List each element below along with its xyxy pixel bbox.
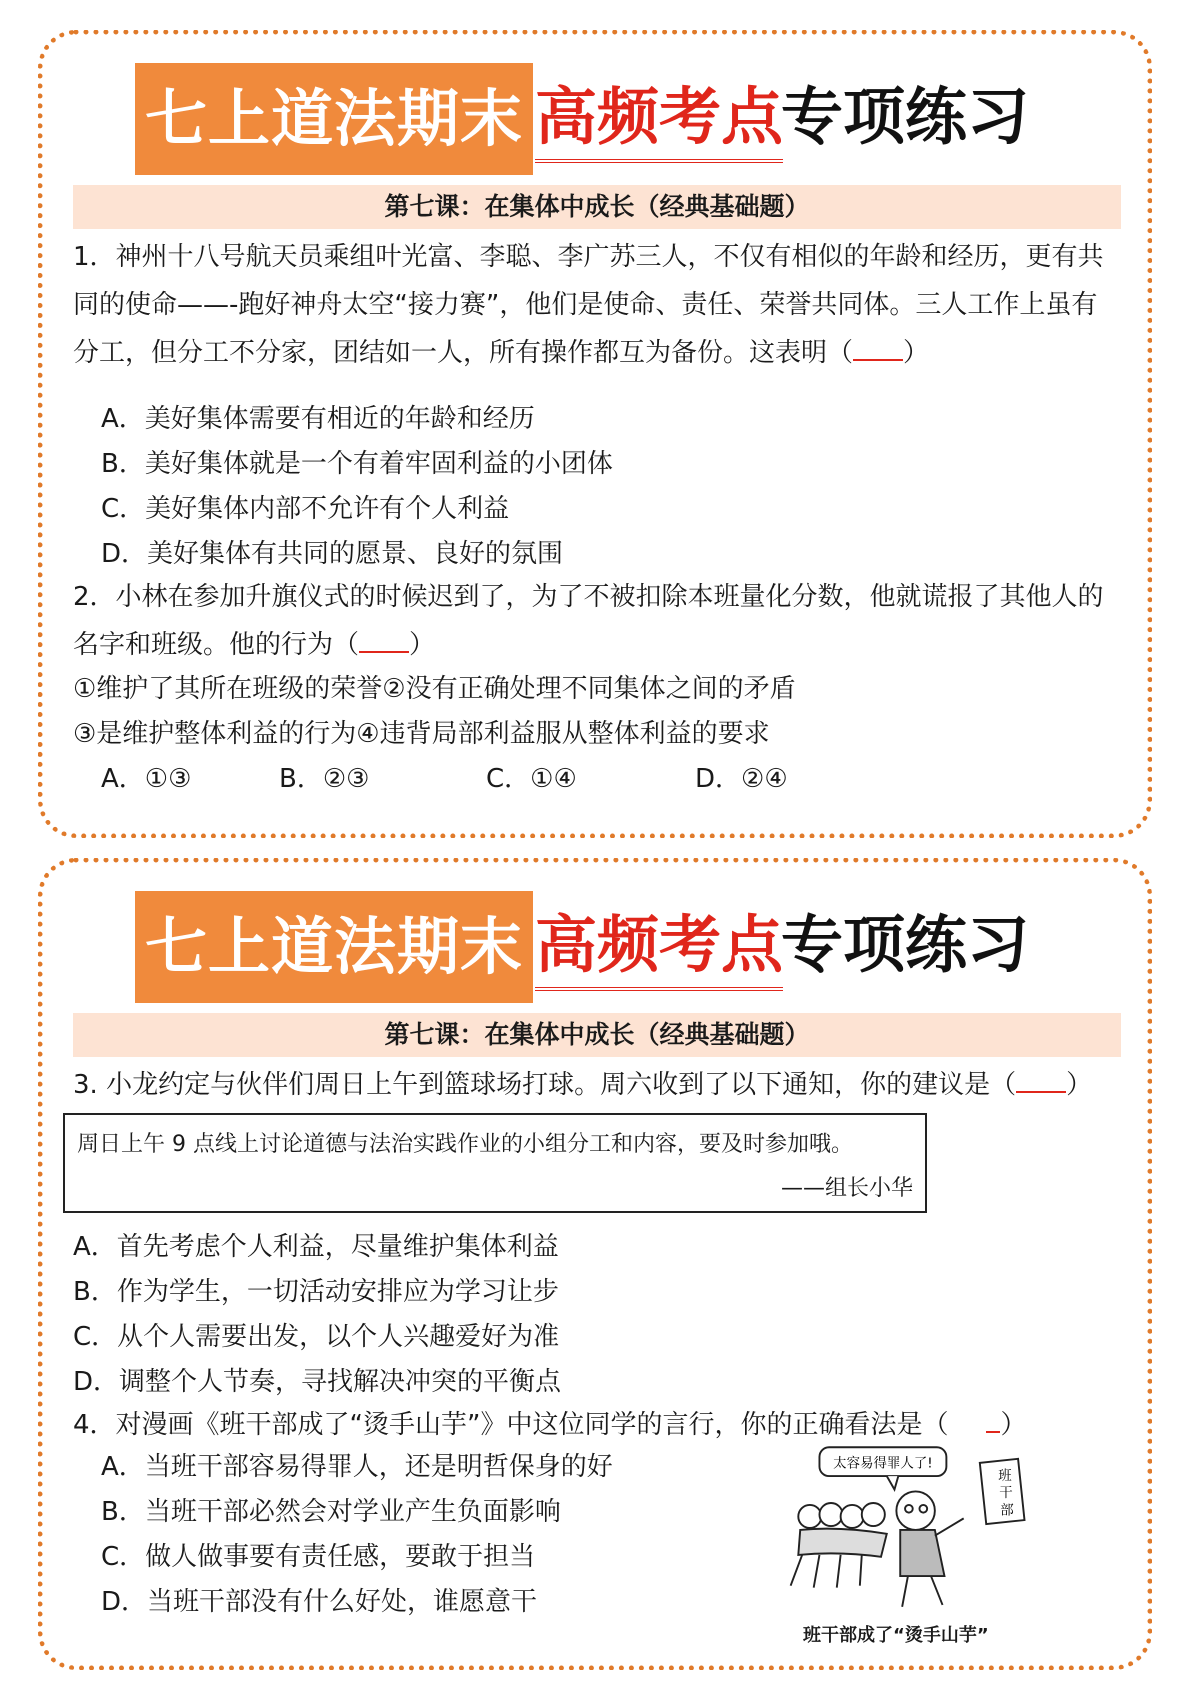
question-2-stem: 2．小林在参加升旗仪式的时候迟到了，为了不被扣除本班量化分数，他就谎报了其他人的名字和班级。他的行为（ ）: [73, 582, 1104, 660]
q3-option-a[interactable]: A．首先考虑个人利益，尽量维护集体利益: [73, 1232, 559, 1262]
answer-blank[interactable]: [986, 1403, 1000, 1433]
q3-option-d[interactable]: D．调整个人节奏，寻找解决冲突的平衡点: [73, 1367, 562, 1397]
question-1-stem: 1．神州十八号航天员乘组叶光富、李聪、李广苏三人，不仅有相似的年龄和经历，更有共同的使命——-跑好神舟太空“接力赛”，他们是使命、责任、荣誉共同体。三人工作上虽有分工，但分工不分家，团结如一人，所有操作都互为备份。这表明（ ）: [73, 242, 1104, 368]
sign-board: [980, 1459, 1025, 1524]
q1-option-d[interactable]: D．美好集体有共同的愿景、良好的氛围: [101, 539, 564, 569]
title-red: 高频考点: [535, 77, 783, 163]
answer-blank[interactable]: [853, 331, 903, 361]
q2-statement-line-2: ③是维护整体利益的行为④违背局部利益服从整体利益的要求: [73, 719, 770, 749]
cartoon-illustration: [781, 1433, 1031, 1623]
exercise-card-2: [38, 858, 1152, 1670]
title-black: 专项练习: [781, 908, 1030, 981]
title-highlight: 七上道法期末: [135, 63, 533, 175]
q1-option-a[interactable]: A．美好集体需要有相近的年龄和经历: [101, 404, 535, 434]
cartoon-caption: 班干部成了“烫手山芋”: [803, 1625, 989, 1646]
q2-option-b[interactable]: B．②③: [279, 764, 370, 794]
notice-text: 周日上午 9 点线上讨论道德与法治实践作业的小组分工和内容，要及时参加哦。: [77, 1132, 853, 1157]
q3-option-b[interactable]: B．作为学生，一切活动安排应为学习让步: [73, 1277, 559, 1307]
question-4-stem: 4．对漫画《班干部成了“烫手山芋”》中这位同学的言行，你的正确看法是（ ）: [73, 1401, 1123, 1449]
notice-signature: ——组长小华: [780, 1176, 913, 1201]
q4-option-a[interactable]: A．当班干部容易得罪人，还是明哲保身的好: [101, 1452, 613, 1482]
question-3-stem: 3. 小龙约定与伙伴们周日上午到篮球场打球。周六收到了以下通知，你的建议是（ ）: [73, 1061, 1123, 1109]
q4-option-b[interactable]: B．当班干部必然会对学业产生负面影响: [101, 1497, 561, 1527]
speech-text: 太容易得罪人了!: [833, 1456, 933, 1472]
speech-bubble: [819, 1447, 946, 1489]
q1-option-b[interactable]: B．美好集体就是一个有着牢固利益的小团体: [101, 449, 613, 479]
q2-option-a[interactable]: A．①③: [101, 764, 192, 794]
title-red: 高频考点: [535, 905, 783, 991]
sign-char-1: 班: [998, 1468, 1012, 1484]
answer-blank[interactable]: [359, 623, 409, 653]
title-highlight: 七上道法期末: [135, 891, 533, 1003]
q1-option-c[interactable]: C．美好集体内部不允许有个人利益: [101, 494, 510, 524]
lesson-subtitle: 第七课：在集体中成长（经典基础题）: [73, 185, 1121, 229]
q4-option-d[interactable]: D．当班干部没有什么好处，谁愿意干: [101, 1587, 538, 1617]
q2-option-d[interactable]: D．②④: [695, 764, 788, 794]
q2-statement-line-1: ①维护了其所在班级的荣誉②没有正确处理不同集体之间的矛盾: [73, 674, 796, 704]
lesson-subtitle: 第七课：在集体中成长（经典基础题）: [73, 1013, 1121, 1057]
sign-char-3: 部: [1000, 1503, 1014, 1519]
q2-option-c[interactable]: C．①④: [486, 764, 577, 794]
resisting-student: [896, 1491, 963, 1606]
notice-box: [63, 1113, 927, 1213]
sign-char-2: 干: [999, 1486, 1013, 1502]
pushing-figures: [791, 1503, 887, 1588]
answer-blank[interactable]: [1016, 1063, 1066, 1093]
title-black: 专项练习: [781, 80, 1030, 153]
q3-option-c[interactable]: C．从个人需要出发，以个人兴趣爱好为准: [73, 1322, 560, 1352]
q4-option-c[interactable]: C．做人做事要有责任感，要敢于担当: [101, 1542, 536, 1572]
exercise-card-1: [38, 30, 1152, 838]
